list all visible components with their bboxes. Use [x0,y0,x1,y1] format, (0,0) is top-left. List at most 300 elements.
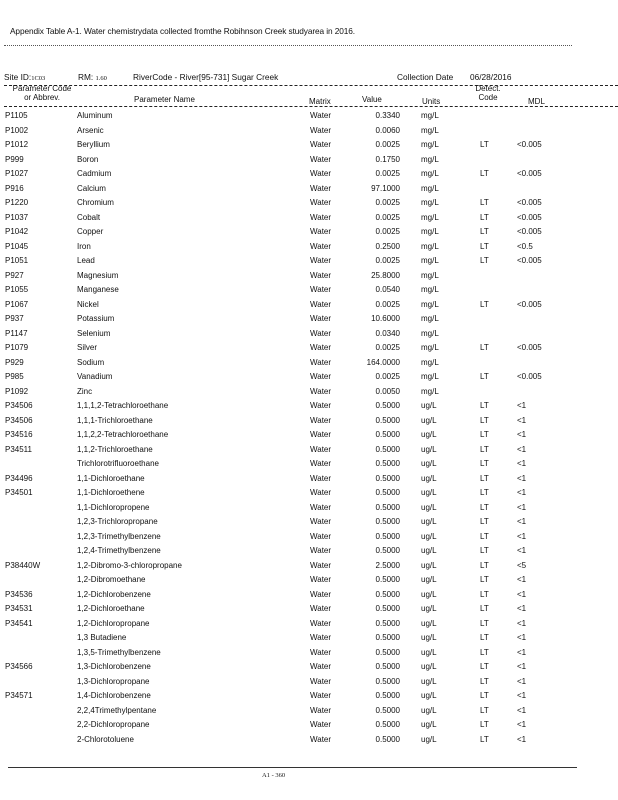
cell-mdl: <1 [517,575,527,584]
cell-matrix: Water [310,386,332,396]
cell-value: 0.5000 [375,575,400,584]
cell-value: 0.5000 [375,618,400,628]
cell-mdl: <1 [517,705,527,715]
river-mile [78,72,107,82]
cell-value: 0.5000 [375,473,400,483]
table-row [0,443,618,458]
table-row [0,283,618,298]
cell-mdl: <1 [517,618,527,628]
cell-code: P1220 [5,198,29,207]
cell-detect: LT [480,343,489,352]
cell-mdl: <0.005 [517,140,542,149]
header-bottom-rule [4,106,618,107]
cell-matrix: Water [310,169,332,178]
cell-mdl: <0.005 [517,169,542,178]
cell-matrix: Water [310,125,332,135]
cell-code: P916 [5,183,24,193]
cell-mdl: <0.005 [517,299,542,309]
cell-detect: LT [480,256,489,265]
cell-detect: LT [480,720,489,729]
cell-detect: LT [480,212,489,222]
cell-matrix: Water [310,720,332,729]
cell-matrix: Water [310,734,332,744]
cell-units: ug/L [421,676,437,686]
cell-name: Cobalt [77,212,101,222]
cell-matrix: Water [310,198,332,207]
cell-detect: LT [480,662,489,671]
cell-units: mg/L [421,154,439,164]
table-row [0,660,618,675]
cell-detect: LT [480,444,489,454]
cell-matrix: Water [310,285,332,294]
cell-code: P1012 [5,140,29,149]
cell-units: ug/L [421,691,437,700]
cell-name: Beryllium [77,140,110,149]
cell-name: Cadmium [77,169,112,178]
table-row [0,602,618,617]
cell-matrix: Water [310,372,332,381]
table-row [0,704,618,719]
table-row [0,559,618,574]
cell-mdl: <1 [517,459,527,468]
cell-matrix: Water [310,575,332,584]
cell-detect: LT [480,473,489,483]
cell-detect: LT [480,299,489,309]
cell-detect: LT [480,531,489,541]
cell-name: 1,2-Dichloroethane [77,604,145,613]
cell-code: P34571 [5,691,33,700]
header-detect-line1: Detect. [475,84,501,93]
cell-code: P985 [5,372,24,381]
cell-value: 97.1000 [371,183,400,193]
cell-name: 1,1-Dichloroethene [77,488,145,497]
cell-units: mg/L [421,198,439,207]
cell-matrix: Water [310,140,332,149]
cell-matrix: Water [310,618,332,628]
table-row [0,486,618,501]
cell-matrix: Water [310,343,332,352]
cell-units: ug/L [421,459,437,468]
cell-mdl: <1 [517,662,527,671]
table-row [0,588,618,603]
cell-detect: LT [480,227,489,236]
cell-units: mg/L [421,299,439,309]
cell-units: ug/L [421,473,437,483]
cell-name: 1,2-Dichloropropane [77,618,150,628]
table-row [0,182,618,197]
cell-units: mg/L [421,314,439,323]
cell-value: 0.5000 [375,662,400,671]
cell-name: Boron [77,154,99,164]
cell-mdl: <1 [517,517,527,526]
cell-matrix: Water [310,401,332,410]
dotted-divider [4,45,572,46]
cell-units: mg/L [421,140,439,149]
cell-matrix: Water [310,705,332,715]
cell-matrix: Water [310,430,332,439]
table-row [0,689,618,704]
cell-name: Arsenic [77,125,104,135]
cell-value: 0.0025 [375,227,400,236]
cell-mdl: <0.005 [517,198,542,207]
cell-mdl: <0.005 [517,343,542,352]
cell-value: 0.1750 [375,154,400,164]
cell-value: 164.0000 [366,357,400,367]
cell-matrix: Water [310,256,332,265]
cell-detect: LT [480,415,489,425]
cell-name: Magnesium [77,270,119,280]
cell-units: ug/L [421,560,437,570]
cell-units: ug/L [421,633,437,642]
cell-value: 0.5000 [375,502,400,512]
cell-name: Aluminum [77,111,113,120]
cell-name: 1,3 Butadiene [77,633,127,642]
cell-matrix: Water [310,459,332,468]
cell-matrix: Water [310,473,332,483]
cell-mdl: <1 [517,401,527,410]
cell-units: mg/L [421,125,439,135]
cell-name: Iron [77,241,91,251]
cell-units: ug/L [421,546,437,555]
cell-code: P34566 [5,662,33,671]
cell-value: 0.0025 [375,372,400,381]
cell-value: 25.8000 [371,270,400,280]
header-parameter-code [4,84,80,102]
cell-matrix: Water [310,314,332,323]
cell-value: 0.5000 [375,430,400,439]
cell-matrix: Water [310,241,332,251]
table-row [0,399,618,414]
cell-code: P1067 [5,299,29,309]
cell-value: 0.3340 [375,111,400,120]
cell-units: ug/L [421,444,437,454]
cell-units: ug/L [421,531,437,541]
table-row [0,733,618,748]
cell-value: 0.0025 [375,169,400,178]
site-id-label: Site ID: [4,72,32,82]
cell-detect: LT [480,502,489,512]
cell-mdl: <1 [517,633,527,642]
cell-units: mg/L [421,328,439,338]
cell-matrix: Water [310,154,332,164]
cell-code: P1051 [5,256,29,265]
header-matrix: Matrix [309,97,331,106]
data-table [0,109,618,747]
table-row [0,196,618,211]
cell-value: 0.5000 [375,531,400,541]
cell-mdl: <1 [517,502,527,512]
cell-value: 0.0025 [375,212,400,222]
table-row [0,428,618,443]
cell-mdl: <0.005 [517,256,542,265]
cell-code: P927 [5,270,24,280]
cell-mdl: <1 [517,488,527,497]
cell-value: 0.5000 [375,488,400,497]
cell-units: ug/L [421,502,437,512]
cell-matrix: Water [310,517,332,526]
header-detect-line2: Code [478,93,498,102]
cell-mdl: <1 [517,647,527,657]
cell-value: 0.5000 [375,401,400,410]
cell-name: Selenium [77,328,111,338]
cell-code: P34536 [5,589,33,599]
cell-code: P1147 [5,328,28,338]
cell-name: Lead [77,256,95,265]
cell-code: P1105 [5,111,28,120]
cell-units: ug/L [421,517,437,526]
cell-value: 0.5000 [375,415,400,425]
header-code-line1: Parameter Code [12,84,72,93]
cell-name: Copper [77,227,104,236]
cell-name: Zinc [77,386,93,396]
cell-name: 1,3,5-Trimethylbenzene [77,647,161,657]
cell-detect: LT [480,459,489,468]
table-row [0,254,618,269]
cell-units: ug/L [421,589,437,599]
cell-name: 1,3-Dichloropropane [77,676,150,686]
cell-units: ug/L [421,662,437,671]
cell-name: 1,3-Dichlorobenzene [77,662,151,671]
cell-mdl: <0.005 [517,212,542,222]
table-row [0,515,618,530]
cell-detect: LT [480,618,489,628]
cell-detect: LT [480,198,489,207]
cell-detect: LT [480,488,489,497]
table-row [0,631,618,646]
cell-name: Manganese [77,285,119,294]
cell-name: Nickel [77,299,99,309]
cell-detect: LT [480,560,489,570]
cell-value: 0.5000 [375,459,400,468]
table-row [0,573,618,588]
cell-name: Silver [77,343,98,352]
cell-name: 1,1,1-Trichloroethane [77,415,153,425]
cell-code: P34501 [5,488,33,497]
cell-value: 0.0025 [375,299,400,309]
cell-units: mg/L [421,270,439,280]
table-row [0,385,618,400]
cell-name: Vanadium [77,372,113,381]
cell-value: 0.0025 [375,140,400,149]
cell-units: mg/L [421,241,439,251]
cell-matrix: Water [310,604,332,613]
cell-detect: LT [480,604,489,613]
table-row [0,530,618,545]
cell-mdl: <1 [517,415,527,425]
cell-name: 1,1,2,2-Tetrachloroethane [77,430,169,439]
river-code: RiverCode - River[95-731] Sugar Creek [133,72,279,82]
cell-code: P34531 [5,604,33,613]
cell-value: 10.6000 [371,314,400,323]
cell-name: Potassium [77,314,115,323]
cell-matrix: Water [310,502,332,512]
table-row [0,457,618,472]
table-row [0,167,618,182]
header-units: Units [422,97,441,106]
cell-mdl: <5 [517,560,527,570]
cell-value: 0.0025 [375,343,400,352]
cell-units: ug/L [421,618,437,628]
cell-matrix: Water [310,546,332,555]
cell-name: Chromium [77,198,114,207]
cell-units: ug/L [421,604,437,613]
cell-units: ug/L [421,734,437,744]
cell-value: 0.5000 [375,705,400,715]
cell-units: mg/L [421,212,439,222]
cell-name: Calcium [77,183,106,193]
table-row [0,414,618,429]
table-row [0,312,618,327]
cell-units: ug/L [421,401,437,410]
cell-units: ug/L [421,488,437,497]
cell-code: P1045 [5,241,29,251]
table-row [0,138,618,153]
table-row [0,298,618,313]
table-caption: Appendix Table A-1. Water chemistrydata collected fromthe Robihnson Creek studyarea in 2016. [10,26,355,36]
cell-matrix: Water [310,415,332,425]
cell-mdl: <1 [517,473,527,483]
cell-value: 0.5000 [375,676,400,686]
cell-code: P1055 [5,285,29,294]
cell-name: 1,2,3-Trimethylbenzene [77,531,161,541]
header-value: Value [362,95,382,104]
collection-date: 06/28/2016 [470,72,512,82]
cell-code: P1037 [5,212,29,222]
header-detect-code [470,84,506,102]
cell-matrix: Water [310,328,332,338]
cell-detect: LT [480,575,489,584]
cell-mdl: <0.5 [517,241,533,251]
cell-units: ug/L [421,430,437,439]
cell-code: P999 [5,154,24,164]
cell-code: P929 [5,357,24,367]
cell-value: 0.5000 [375,647,400,657]
cell-detect: LT [480,546,489,555]
cell-matrix: Water [310,647,332,657]
cell-value: 0.0060 [375,125,400,135]
table-row [0,370,618,385]
cell-matrix: Water [310,111,332,120]
cell-detect: LT [480,734,489,744]
header-top-rule [4,85,618,86]
cell-code: P34541 [5,618,33,628]
cell-value: 0.5000 [375,691,400,700]
cell-matrix: Water [310,444,332,454]
rm-value: 1.60 [95,75,107,82]
cell-value: 0.5000 [375,604,400,613]
cell-detect: LT [480,169,489,178]
cell-detect: LT [480,140,489,149]
cell-mdl: <1 [517,691,527,700]
cell-mdl: <1 [517,531,527,541]
cell-units: ug/L [421,647,437,657]
cell-name: 2,2-Dichloropropane [77,720,150,729]
cell-detect: LT [480,430,489,439]
cell-matrix: Water [310,183,332,193]
header-parameter-name: Parameter Name [134,95,195,104]
cell-matrix: Water [310,299,332,309]
cell-code: P34516 [5,430,33,439]
site-id-value: 1C03 [31,75,46,82]
cell-code: P1092 [5,386,29,396]
header-code-line2: or Abbrev. [24,93,60,102]
footer-rule [8,767,577,768]
cell-units: mg/L [421,183,439,193]
cell-code: P34506 [5,415,33,425]
cell-name: 1,2-Dibromoethane [77,575,146,584]
cell-value: 0.5000 [375,444,400,454]
cell-detect: LT [480,633,489,642]
cell-code: P38440W [5,560,41,570]
cell-matrix: Water [310,227,332,236]
table-row [0,646,618,661]
table-row [0,501,618,516]
cell-units: mg/L [421,372,439,381]
cell-matrix: Water [310,662,332,671]
cell-units: mg/L [421,285,439,294]
cell-mdl: <1 [517,734,527,744]
table-row [0,617,618,632]
table-row [0,211,618,226]
cell-value: 0.5000 [375,546,400,555]
cell-value: 0.0025 [375,256,400,265]
table-row [0,472,618,487]
cell-units: ug/L [421,720,437,729]
cell-units: mg/L [421,227,439,236]
cell-matrix: Water [310,676,332,686]
table-row [0,544,618,559]
cell-name: Sodium [77,357,105,367]
cell-units: mg/L [421,343,439,352]
cell-detect: LT [480,517,489,526]
cell-matrix: Water [310,589,332,599]
table-row [0,341,618,356]
cell-name: 1,2,4-Trimethylbenzene [77,546,161,555]
cell-name: 1,1,2-Trichloroethane [77,444,153,454]
table-row [0,124,618,139]
cell-code: P34511 [5,444,32,454]
cell-detect: LT [480,676,489,686]
cell-matrix: Water [310,691,332,700]
cell-matrix: Water [310,357,332,367]
cell-units: mg/L [421,111,439,120]
cell-mdl: <1 [517,444,527,454]
cell-code: P1002 [5,125,29,135]
cell-name: 1,4-Dichlorobenzene [77,691,151,700]
cell-name: 1,1-Dichloropropene [77,502,150,512]
cell-detect: LT [480,647,489,657]
cell-units: mg/L [421,256,439,265]
cell-mdl: <1 [517,604,527,613]
table-row [0,153,618,168]
cell-detect: LT [480,691,489,700]
cell-name: 1,1,1,2-Tetrachloroethane [77,401,169,410]
cell-detect: LT [480,589,489,599]
header-mdl: MDL [528,97,545,106]
cell-matrix: Water [310,212,332,222]
cell-matrix: Water [310,488,332,497]
cell-value: 0.5000 [375,633,400,642]
cell-detect: LT [480,401,489,410]
cell-name: 2-Chlorotoluene [77,734,134,744]
cell-name: Trichlorotrifluoroethane [77,459,159,468]
cell-detect: LT [480,705,489,715]
table-row [0,109,618,124]
cell-units: mg/L [421,386,439,396]
cell-units: mg/L [421,357,439,367]
cell-units: ug/L [421,705,437,715]
table-row [0,269,618,284]
